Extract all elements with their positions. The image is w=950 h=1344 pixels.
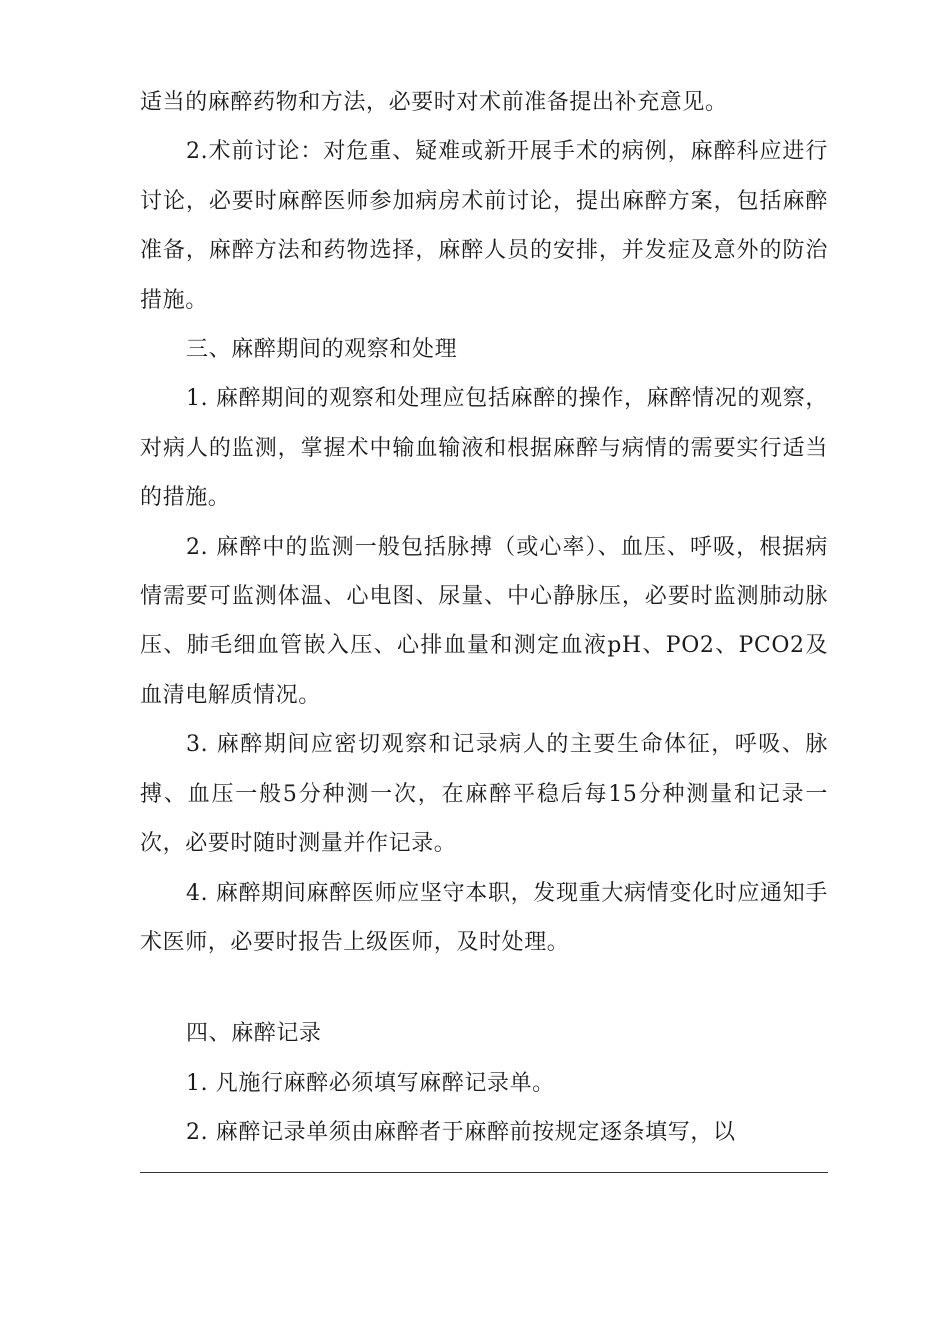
list-item-monitoring-2: 2. 麻醉中的监测一般包括脉搏（或心率）、血压、呼吸，根据病情需要可监测体温、心电图、尿量、中心静脉压，必要时监测肺动脉压、肺毛细血管嵌入压、心排血量和测定血液pH、PO2、PCO2及血清电解质情况。 [140, 534, 828, 708]
section-heading-records: 四、麻醉记录 [186, 1021, 322, 1047]
list-item-monitoring-1: 1. 麻醉期间的观察和处理应包括麻醉的操作，麻醉情况的观察，对病人的监测，掌握术中输血输液和根据麻醉与病情的需要实行适当的措施。 [140, 386, 828, 511]
list-item-records-2: 2. 麻醉记录单须由麻醉者于麻醉前按规定逐条填写，以 [186, 1120, 736, 1146]
section-heading-monitoring: 三、麻醉期间的观察和处理 [186, 337, 458, 363]
document-body [140, 78, 828, 1158]
footer-divider [140, 1172, 828, 1173]
paragraph-continuation: 适当的麻醉药物和方法，必要时对术前准备提出补充意见。 [140, 90, 728, 115]
list-item-monitoring-3: 3. 麻醉期间应密切观察和记录病人的主要生命体征，呼吸、脉搏、血压一般5分种测一次，在麻醉平稳后每15分种测量和记录一次，必要时随时测量并作记录。 [140, 732, 828, 857]
section-spacer [140, 967, 828, 1009]
list-item-monitoring-4: 4. 麻醉期间麻醉医师应坚守本职，发现重大病情变化时应通知手术医师，必要时报告上级医师，及时处理。 [140, 880, 828, 955]
list-item-records-1: 1. 凡施行麻醉必须填写麻醉记录单。 [186, 1070, 555, 1096]
paragraph-pre-op-discussion: 2.术前讨论：对危重、疑难或新开展手术的病例，麻醉科应进行讨论，必要时麻醉医师参加病房术前讨论，提出麻醉方案，包括麻醉准备，麻醉方法和药物选择，麻醉人员的安排，并发症及意外的防治措施。 [140, 139, 828, 313]
